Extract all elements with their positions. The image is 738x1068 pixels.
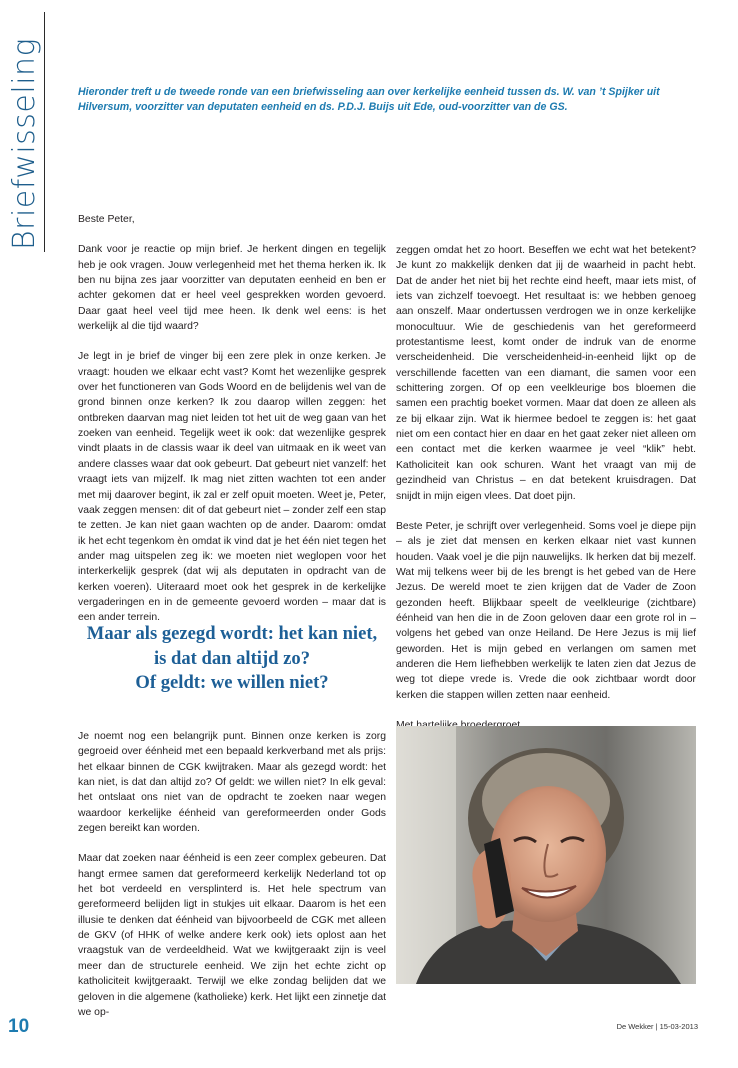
paragraph: zeggen omdat het zo hoort. Beseffen we echt wat het betekent? Je kunt zo makkelijk denken dat jij de waarheid in pacht hebt. Dat de ander het niet bij het rechte eind heeft, maar iets mist, of iets van zichzelf toevoegt. Het resultaat is: we hebben genoeg aan onszelf. Maar ondertussen verdrogen we in onze kerkelijke monocultuur. Wie de geschiedenis van het gereformeerd protestantisme leest, komt onder de indruk van de enorme verscheidenheid. Die verscheidenheid-in-eenheid lijkt op de verschillende facetten van een diamant, die samen voor een schittering zorgen. Of op een veelkleurige bos bloemen die samen een prachtig boeket vormen. Maar dat doen ze alleen als ze bij elkaar zijn. Wat ik hiermee bedoel te zeggen is: het gaat niet om een contact hier en daar en het gaat zeker niet alleen om een contact met die kerken waarmee je veel “klik” hebt. Katholiciteit kan ook schuren. Want het vraagt van mij de gezindheid van Christus – en dat betekent kruisdragen. Dat snijdt in mijn eigen vlees. Dat doet pijn.: [396, 245, 696, 502]
section-title: Briefwisseling: [7, 37, 42, 250]
pull-quote: [78, 622, 386, 696]
pull-quote-line: Of geldt: we willen niet?: [135, 672, 329, 693]
letter-right-column: [396, 243, 696, 779]
salutation: Beste Peter,: [78, 214, 135, 225]
letter-left-top: [78, 212, 386, 641]
intro-text: Hieronder treft u de tweede ronde van een briefwisseling aan over kerkelijke eenheid tussen ds. W. van ’t Spijker uit Hilversum, voorzitter van deputaten eenheid en ds. P.D.J. Buijs uit Ede, oud-voorzitter van de GS.: [78, 86, 660, 113]
paragraph: Je legt in je brief de vinger bij een zere plek in onze kerken. Je vraagt: houden we elkaar echt vast? Komt het wezenlijke gesprek over het functioneren van Gods Woord en de belijdenis wel van de grond binnen onze kerken? Ik zou daarop willen zeggen: het ontbreken daarvan mag niet leiden tot het uit de weg gaan van het zoeken van eenheid. Tegelijk weet ik ook: dat wezenlijke gesprek vindt plaats in de classis waar ik deel van uitmaak en ik weet van andere classes waar dat ook gebeurt. Dat gebeurt niet vanzelf: het vraagt iets van mijzelf. Ik mag niet zitten wachten tot een ander met mij daarover begint, ik zal er zelf opuit moeten. Weet je, Peter, vaak zeggen mensen: dit of dat gebeurt niet – zonder zelf een stap te zetten. Je kan niet gaan wachten op de ander. Daarom: omdat ik het echt tegenkom èn omdat ik vind dat je het één niet tegen het ander mag uitspelen zeg ik: we moeten niet weglopen voor het interkerkelijk gesprek (dat wij als deputaten in opdracht van de kerken voeren). Uiteraard moet ook het gesprek in de kerkelijke vergaderingen en in de gemeente gevoerd worden – maar dat is een ander terrein.: [78, 351, 386, 624]
sidebar-rule: [44, 12, 45, 252]
author-photo: [396, 726, 696, 984]
pull-quote-line: is dat dan altijd zo?: [153, 647, 310, 669]
letter-left-bottom: [78, 729, 386, 1035]
page-number: 10: [8, 1016, 30, 1037]
paragraph: Maar dat zoeken naar éénheid is een zeer complex gebeuren. Dat hangt ermee samen dat gereformeerd kerkelijk Nederland tot op het bot verdeeld en versplinterd is. Het hele spectrum van gereformeerd belijden ligt in stukjes uit elkaar. Daarom is het een illusie te denken dat éénheid van bijvoorbeeld de CGK met alleen de GKV (of HHK of welke andere kerk ook) iets oplost aan het vraagstuk van de verdeeldheid. Wat we kwijtgeraakt zijn is veel meer dan de structurele eenheid. We zijn het echte zicht op katholiciteit kwijtgeraakt. Terwijl we elke zondag belijden dat we geloven in die algemene (katholieke) kerk. Het lijkt een zinnetje dat we op-: [78, 853, 386, 1018]
paragraph: Beste Peter, je schrijft over verlegenheid. Soms voel je diepe pijn – als je ziet dat mensen en kerken elkaar niet vast kunnen houden. Vaak voel je die pijn nauwelijks. Ik herken dat bij mezelf. Wat mij telkens weer bij de les brengt is het gebed van de Here Jezus. De wereld moet te zien krijgen dat de Vader de Zoon gezonden heeft. Blijkbaar speelt de veelkleurige (zichtbare) éénheid van hen die in de Zoon geloven daar een grote rol in – volgens het gebed van onze Heiland. De Here Jezus is mij lief geworden. Het is mijn gebed en verlangen om samen met anderen die Hem liefhebben werkelijk te laten zien dat Jezus de weg tot diepe vrede is. Vrede die ook zichtbaar wordt door kerken die stappen willen zetten naar eenheid.: [396, 520, 696, 701]
publication-info: De Wekker | 15-03-2013: [616, 1022, 698, 1031]
paragraph: Dank voor je reactie op mijn brief. Je herkent dingen en tegelijk heb je ook vragen. Jouw verlegenheid met het thema herken ik. Ik ben nu bijna zes jaar voorzitter van deputaten eenheid en ben er achter gekomen dat er heel veel gesprekken worden gevoerd. Daar gaat heel veel tijd mee heen. Ik denk wel eens: is het werkelijk al die tijd waard?: [78, 244, 386, 333]
paragraph: Je noemt nog een belangrijk punt. Binnen onze kerken is zorg gegroeid over éénheid met een bepaald kerkverband met als prijs: het elkaar binnen de CGK kwijtraken. Maar als gezegd wordt: het kan niet, is dat dan altijd zo? Of geldt: we willen niet? In elk geval: het ontslaat ons niet van de opdracht te zoeken naar wegen waardoor kerkelijke éénheid van gereformeerden onder Gods zegen bereikt kan worden.: [78, 731, 386, 835]
pull-quote-line: Maar als gezegd wordt: het kan niet,: [86, 623, 378, 644]
